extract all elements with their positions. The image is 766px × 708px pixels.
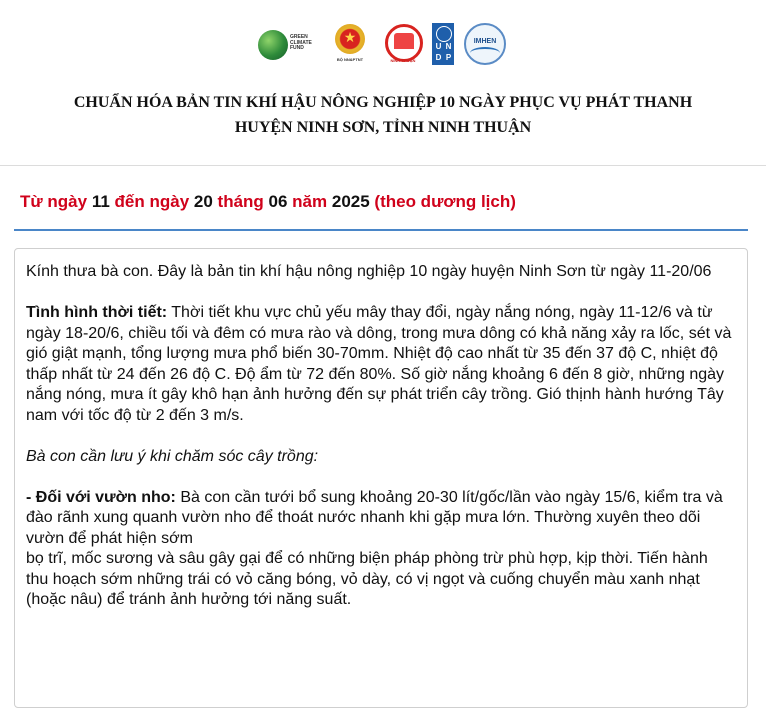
un-globe-icon bbox=[436, 26, 452, 42]
star-icon: ★ bbox=[343, 29, 357, 45]
emblem-caption: BỘ NN&PTNT bbox=[336, 57, 364, 62]
undp-letter-u: U bbox=[435, 42, 442, 51]
weather-text: Thời tiết khu vực chủ yếu mây thay đổi, ngày nắng nóng, ngày 11-12/6 và từ ngày 18-20/6, chiều tối và đêm có mưa rào và dông, trong mưa dông có khả năng xảy ra lốc, sét và gió giật mạnh, tổng lượng mưa phổ biến 30-70mm. Nhiệt độ cao nhất từ 35 đến 37 độ C, nhiệt độ thấp nhất từ 24 đến 26 độ C. Độ ẩm từ 72 đến 80%. Số giờ nắng khoảng 6 đến 8 giờ, những ngày nắng nóng, mưa ít gây khô hạn ảnh hưởng đến sự phát triển cây trồng. Gió thịnh hành hướng Tây nam với tốc độ từ 2 đến 3 m/s. bbox=[26, 304, 732, 424]
green-climate-fund-logo bbox=[258, 30, 320, 60]
gcf-text-3: FUND bbox=[290, 45, 304, 51]
gcf-globe-icon bbox=[258, 30, 288, 60]
imhen-logo bbox=[464, 23, 506, 65]
national-emblem-logo bbox=[333, 24, 367, 64]
period-underline bbox=[14, 229, 748, 231]
care-note-text: Bà con cần lưu ý khi chăm sóc cây trồng: bbox=[26, 447, 319, 465]
period-calendar-note: (theo dương lịch) bbox=[369, 192, 516, 211]
undp-letter-n: N bbox=[445, 42, 452, 51]
grape-label: - Đối với vườn nho: bbox=[26, 488, 176, 506]
grape-paragraph bbox=[26, 488, 732, 550]
weather-label: Tình hình thời tiết: bbox=[26, 304, 168, 321]
undp-letter-p: P bbox=[445, 53, 452, 62]
tower-icon bbox=[394, 33, 414, 49]
period-year: 2025 bbox=[331, 192, 370, 211]
imhen-text: IMHEN bbox=[473, 38, 497, 45]
bulletin-card bbox=[14, 248, 748, 708]
care-note bbox=[26, 447, 732, 468]
period-month: 06 bbox=[268, 192, 288, 211]
undp-logo bbox=[432, 23, 454, 65]
period-to-label: đến ngày bbox=[109, 192, 194, 211]
wave-icon bbox=[470, 47, 500, 59]
period-heading bbox=[20, 192, 516, 212]
partner-logos bbox=[0, 22, 766, 68]
gcf-text-1: GREEN bbox=[290, 34, 308, 40]
undp-letter-d: D bbox=[435, 53, 442, 62]
bulletin-content bbox=[26, 262, 732, 611]
title-line-1: CHUẨN HÓA BẢN TIN KHÍ HẬU NÔNG NGHIỆP 10 NGÀY PHỤC VỤ PHÁT THANH bbox=[73, 94, 693, 111]
grape-paragraph-continued: bọ trĩ, mốc sương và sâu gây gại để có những biện pháp phòng trừ phù hợp, kịp thời. Tiến hành thu hoạch sớm những trái có vỏ căng bóng, vỏ dày, có vị ngọt và cuống chuyển màu xanh nhạt (hoặc nâu) để tránh ảnh hưởng tới năng suất. bbox=[26, 550, 708, 608]
weather-paragraph bbox=[26, 303, 732, 426]
header-divider bbox=[0, 165, 766, 166]
title-line-2: HUYỆN NINH SƠN, TỈNH NINH THUẬN bbox=[234, 119, 532, 136]
period-from-label: Từ ngày bbox=[20, 192, 92, 211]
ninh-thuan-caption: NINH THUẬN bbox=[390, 58, 416, 63]
gcf-text-2: CLIMATE bbox=[290, 39, 312, 46]
grape-text-1: Bà con cần tưới bổ sung khoảng 20-30 lít/gốc/lần vào ngày 15/6, kiểm tra và đào rãnh xung quanh vườn nho để thoát nước nhanh khi gặp mưa lớn. Thường xuyên theo dõi vườn để phát hiện sớm bbox=[26, 488, 723, 547]
period-day-to: 20 bbox=[193, 192, 213, 211]
period-year-label: năm bbox=[287, 192, 332, 211]
page-title bbox=[0, 90, 766, 140]
period-month-label: tháng bbox=[212, 192, 269, 211]
ninh-thuan-logo bbox=[384, 22, 422, 66]
greeting-paragraph: Kính thưa bà con. Đây là bản tin khí hậu nông nghiệp 10 ngày huyện Ninh Sơn từ ngày 11-20/06 bbox=[26, 263, 712, 280]
period-day-from: 11 bbox=[91, 192, 110, 211]
